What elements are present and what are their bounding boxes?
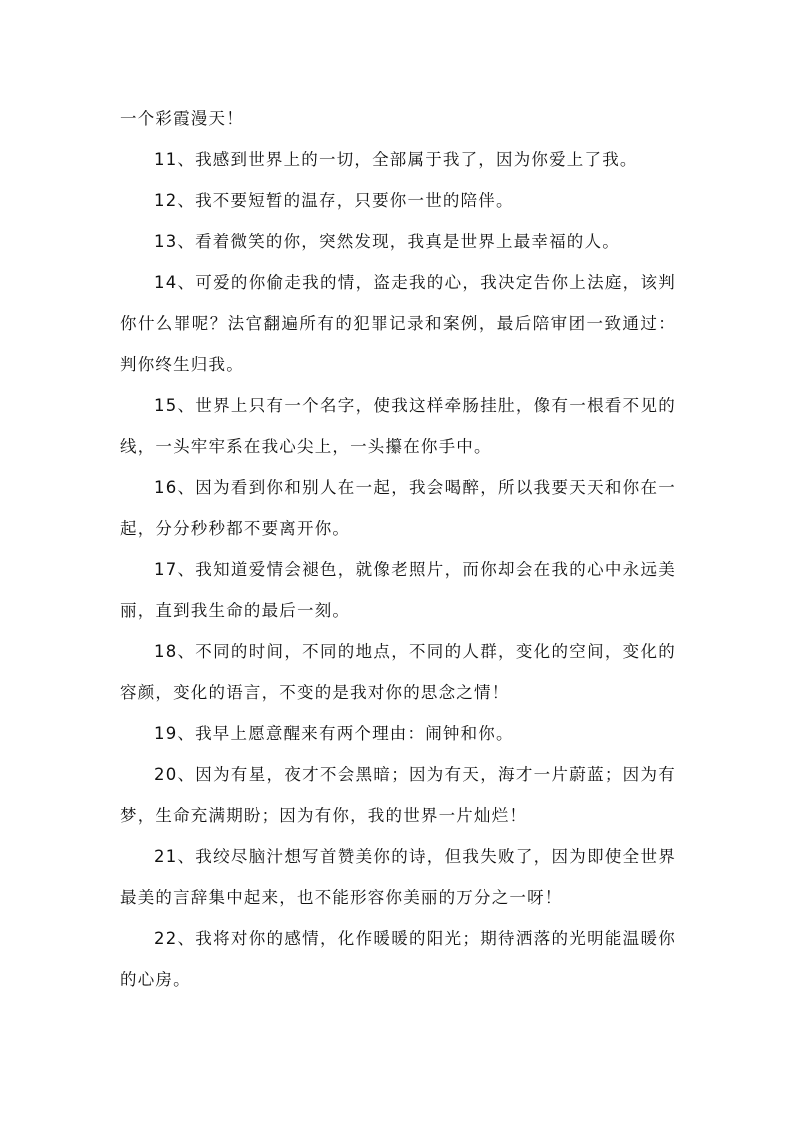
paragraph-0: 一个彩霞漫天！ bbox=[120, 109, 244, 128]
paragraph-18: 18、不同的时间，不同的地点，不同的人群，变化的空间，变化的容颜，变化的语言，不变的是我对你的思念之情！ bbox=[120, 642, 676, 702]
paragraph-22: 22、我将对你的感情，化作暖暖的阳光；期待洒落的光明能温暖你的心房。 bbox=[120, 929, 676, 989]
paragraph-11: 11、我感到世界上的一切，全部属于我了，因为你爱上了我。 bbox=[154, 150, 638, 169]
paragraph-19: 19、我早上愿意醒来有两个理由：闹钟和你。 bbox=[154, 724, 514, 743]
paragraph-16: 16、因为看到你和别人在一起，我会喝醉，所以我要天天和你在一起，分分秒秒都不要离开你。 bbox=[120, 478, 676, 538]
paragraph-12: 12、我不要短暂的温存，只要你一世的陪伴。 bbox=[154, 191, 514, 210]
document-body bbox=[120, 98, 676, 1000]
paragraph-21: 21、我绞尽脑汁想写首赞美你的诗，但我失败了，因为即使全世界最美的言辞集中起来，也不能形容你美丽的万分之一呀！ bbox=[120, 847, 676, 907]
paragraph-14: 14、可爱的你偷走我的情，盗走我的心，我决定告你上法庭，该判你什么罪呢？法官翻遍所有的犯罪记录和案例，最后陪审团一致通过：判你终生归我。 bbox=[120, 273, 676, 374]
paragraph-15: 15、世界上只有一个名字，使我这样牵肠挂肚，像有一根看不见的线，一头牢牢系在我心尖上，一头攥在你手中。 bbox=[120, 396, 676, 456]
paragraph-17: 17、我知道爱情会褪色，就像老照片，而你却会在我的心中永远美丽，直到我生命的最后一刻。 bbox=[120, 560, 676, 620]
paragraph-20: 20、因为有星，夜才不会黑暗；因为有天，海才一片蔚蓝；因为有梦，生命充满期盼；因为有你，我的世界一片灿烂！ bbox=[120, 765, 676, 825]
paragraph-13: 13、看着微笑的你，突然发现，我真是世界上最幸福的人。 bbox=[154, 232, 620, 251]
